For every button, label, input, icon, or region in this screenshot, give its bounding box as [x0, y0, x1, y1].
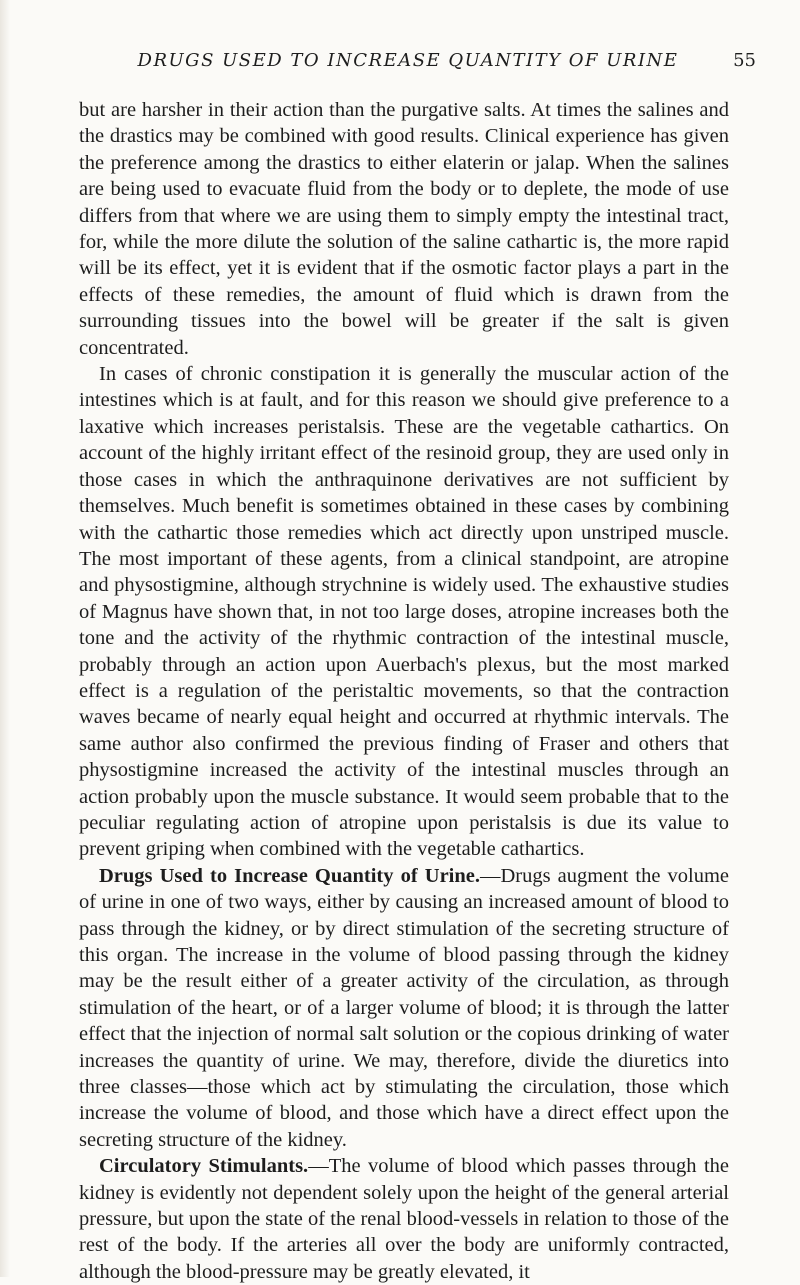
- page-number: 55: [733, 50, 756, 71]
- running-title: DRUGS USED TO INCREASE QUANTITY OF URINE: [137, 50, 679, 71]
- page-edge-shadow: [0, 0, 10, 1277]
- running-head: [100, 50, 756, 80]
- section-heading-circulatory: Circulatory Stimulants.: [99, 1155, 309, 1178]
- paragraph-4-text: —The volume of blood which passes through the kidney is evidently not dependent solely upon the height of the general arterial pressure, but upon the state of the renal blood-vessels in relation to those of the rest of the body. If the arteries all over the body are uniformly contracted, although the blood-pressure may be greatly elevated, it: [79, 1155, 729, 1283]
- paragraph-3-text: —Drugs augment the volume of urine in one of two ways, either by causing an increased amount of blood to pass through the kidney, or by direct stimulation of the secreting structure of this organ. The increase in the volume of blood passing through the kidney may be the result either of a greater activity of the circulation, as through stimulation of the heart, or of a larger volume of blood; it is through the latter effect that the injection of normal salt solution or the copious drinking of water increases the quantity of urine. We may, therefore, divide the diuretics into three classes—those which act by stimulating the circulation, those which increase the volume of blood, and those which have a direct effect upon the secreting structure of the kidney.: [79, 864, 729, 1151]
- paragraph-1: but are harsher in their action than the purgative salts. At times the salines and the drastics may be combined with good results. Clinical experience has given the preference among the drastics to either elaterin or jalap. When the salines are being used to evacuate fluid from the body or to deplete, the mode of use differs from that where we are using them to simply empty the intestinal tract, for, while the more dilute the solution of the saline cathartic is, the more rapid will be its effect, yet it is evident that if the osmotic factor plays a part in the effects of these remedies, the amount of fluid which is drawn from the surrounding tissues into the bowel will be greater if the salt is given concentrated.: [79, 99, 729, 359]
- section-heading-urine: Drugs Used to Increase Quantity of Urine.: [99, 864, 480, 887]
- paragraph-4: [79, 1153, 729, 1285]
- paragraph-3: [79, 863, 729, 1153]
- paragraph-2: In cases of chronic constipation it is generally the muscular action of the intestines which is at fault, and for this reason we should give preference to a laxative which increases peristalsis. These are the vegetable cathartics. On account of the highly irritant effect of the resinoid group, they are used only in those cases in which the anthraquinone derivatives are not sufficient by themselves. Much benefit is sometimes obtained in these cases by combining with the cathartic those remedies which act directly upon unstriped muscle. The most important of these agents, from a clinical standpoint, are atropine and physostigmine, although strychnine is widely used. The exhaustive studies of Magnus have shown that, in not too large doses, atropine increases both the tone and the activity of the rhythmic contraction of the intestinal muscle, probably through an action upon Auerbach's plexus, but the most marked effect is a regulation of the peristaltic movements, so that the contraction waves became of nearly equal height and occurred at rhythmic intervals. The same author also confirmed the previous finding of Fraser and others that physostigmine increased the activity of the intestinal muscles through an action probably upon the muscle substance. It would seem probable that to the peculiar regulating action of atropine upon peristalsis is due its value to prevent griping when combined with the vegetable cathartics.: [79, 363, 729, 861]
- text-body: [79, 97, 729, 1285]
